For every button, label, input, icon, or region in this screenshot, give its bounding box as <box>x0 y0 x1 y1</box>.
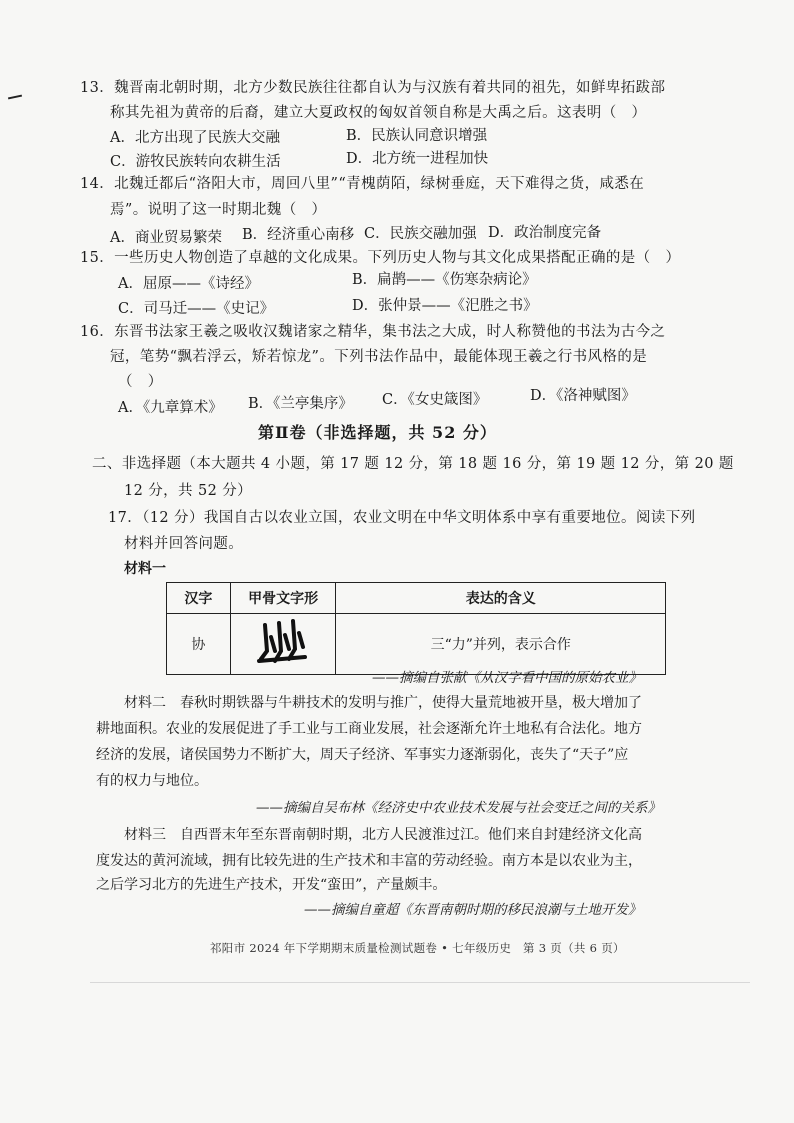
q13-line1: 13．魏晋南北朝时期，北方少数民族往往都自认为与汉族有着共同的祖先，如鲜卑拓跋部 <box>80 80 666 96</box>
q15-option-b: B．扁鹊——《伤寒杂病论》 <box>352 272 537 288</box>
section-instruction-line2: 12 分，共 52 分） <box>124 483 253 499</box>
table-header: 表达的含义 <box>336 583 666 614</box>
q15-option-a: A．屈原——《诗经》 <box>118 276 259 292</box>
scan-artifact-line <box>90 982 750 983</box>
q15-option-d: D．张仲景——《汜胜之书》 <box>352 298 538 314</box>
q13-option-b: B．民族认同意识增强 <box>346 128 488 144</box>
q15-option-c: C．司马迁——《史记》 <box>118 301 275 317</box>
q17-line2: 材料并回答问题。 <box>124 536 244 552</box>
q16-line1: 16．东晋书法家王羲之吸收汉魏诸家之精华，集书法之大成，时人称赞他的书法为古今之 <box>80 324 666 340</box>
material-2-source: ——摘编自吴布林《经济史中农业技术发展与社会变迁之间的关系》 <box>256 800 661 816</box>
q16-line3: （ ） <box>118 374 163 390</box>
q16-option-c: C．《女史箴图》 <box>382 392 488 408</box>
material-2-line3: 经济的发展，诸侯国势力不断扩大，周天子经济、军事实力逐渐弱化，丧失了“天子”应 <box>96 747 629 763</box>
section-instruction-line1: 二、非选择题（本大题共 4 小题，第 17 题 12 分，第 18 题 16 分，第 19 题 12 分，第 20 题 <box>92 456 734 472</box>
q17-line1: 17．（12 分）我国自古以农业立国，农业文明在中华文明体系中享有重要地位。阅读下列 <box>108 510 696 526</box>
q16-line2: 冠，笔势“飘若浮云，矫若惊龙”。下列书法作品中，最能体现王羲之行书风格的是 <box>110 349 648 365</box>
oracle-bone-glyph-cell <box>230 614 336 675</box>
q16-option-a: A．《九章算术》 <box>118 400 223 416</box>
q14-option-a: A．商业贸易繁荣 <box>110 230 222 246</box>
stray-pen-mark <box>8 95 22 100</box>
table-cell-meaning: 三“力”并列，表示合作 <box>336 614 666 675</box>
material-1-table <box>166 582 666 675</box>
q16-option-d: D．《洛神赋图》 <box>530 388 636 404</box>
material-1-label: 材料一 <box>124 561 166 577</box>
q14-line1: 14．北魏迁都后“洛阳大市，周回八里”“青槐荫陌，绿树垂庭，天下难得之货，咸悉在 <box>80 176 645 192</box>
oracle-bone-glyph-image <box>253 617 313 667</box>
q13-option-d: D．北方统一进程加快 <box>346 151 489 167</box>
page-footer: 祁阳市 2024 年下学期期末质量检测试题卷 • 七年级历史 第 3 页（共 6 页） <box>210 941 625 955</box>
q16-option-b: B．《兰亭集序》 <box>248 396 353 412</box>
q15-line1: 15．一些历史人物创造了卓越的文化成果。下列历史人物与其文化成果搭配正确的是（ ） <box>80 250 681 266</box>
q13-option-c: C．游牧民族转向农耕生活 <box>110 154 281 170</box>
table-header: 甲骨文字形 <box>230 583 336 614</box>
q14-option-d: D．政治制度完备 <box>488 225 602 241</box>
material-2-line2: 耕地面积。农业的发展促进了手工业与工商业发展，社会逐渐允许土地私有合法化。地方 <box>96 721 642 737</box>
section-title: 第Ⅱ卷（非选择题，共 52 分） <box>258 423 497 442</box>
q14-option-c: C．民族交融加强 <box>364 226 477 242</box>
material-3-line3: 之后学习北方的先进生产技术，开发“蛮田”，产量颇丰。 <box>96 877 447 893</box>
q14-line2: 焉”。说明了这一时期北魏（ ） <box>110 202 327 218</box>
material-3-line2: 度发达的黄河流域，拥有比较先进的生产技术和丰富的劳动经验。南方本是以农业为主， <box>96 853 642 869</box>
material-2-line4: 有的权力与地位。 <box>96 773 208 789</box>
table-header-row <box>167 583 666 614</box>
material-2-line1: 材料二 春秋时期铁器与牛耕技术的发明与推广，使得大量荒地被开垦，极大增加了 <box>124 695 642 711</box>
material-3-line1: 材料三 自西晋末年至东晋南朝时期，北方人民渡淮过江。他们来自封建经济文化高 <box>124 827 642 843</box>
q13-line2: 称其先祖为黄帝的后裔，建立大夏政权的匈奴首领自称是大禹之后。这表明（ ） <box>110 105 647 121</box>
q14-option-b: B．经济重心南移 <box>242 227 355 243</box>
table-header: 汉字 <box>167 583 231 614</box>
q13-option-a: A．北方出现了民族大交融 <box>110 130 280 146</box>
material-3-source: ——摘编自童超《东晋南朝时期的移民浪潮与土地开发》 <box>304 902 642 918</box>
table-cell-char: 协 <box>167 614 231 675</box>
material-1-source: ——摘编自张献《从汉字看中国的原始农业》 <box>372 670 642 686</box>
